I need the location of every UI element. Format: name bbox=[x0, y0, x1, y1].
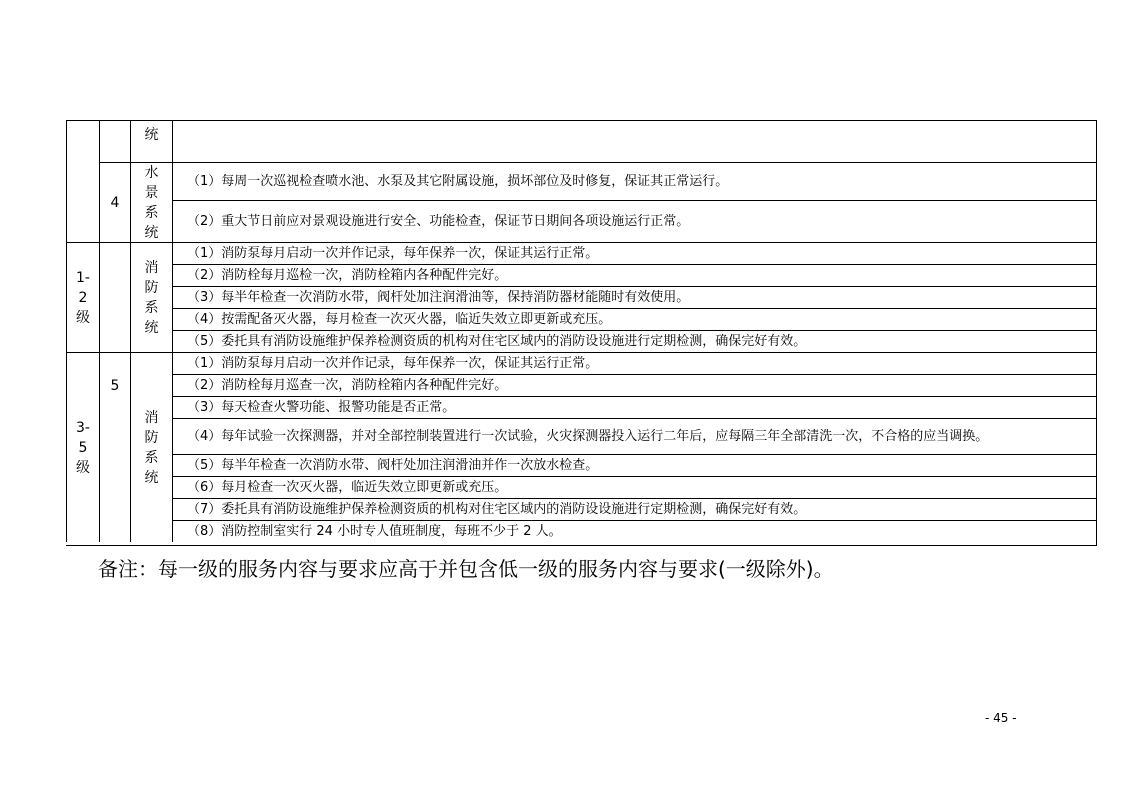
number-cell-4: 4 bbox=[99, 162, 130, 242]
system-cell-fire-a: 消 防 系 统 bbox=[130, 242, 172, 352]
content-cell-continued bbox=[172, 120, 1097, 162]
level-cell-1-2: 1- 2 级 bbox=[66, 242, 99, 352]
list-item: （3）每半年检查一次消防水带，阀杆处加注润滑油等，保持消防器材能随时有效使用。 bbox=[172, 286, 1097, 308]
system-cell-continued: 统 bbox=[130, 120, 172, 162]
list-item: （5）委托具有消防设施维护保养检测资质的机构对住宅区域内的消防设设施进行定期检测，确保完好有效。 bbox=[172, 330, 1097, 352]
list-item: （2）重大节日前应对景观设施进行安全、功能检查，保证节日期间各项设施运行正常。 bbox=[172, 200, 1097, 242]
list-item: （3）每天检查火警功能、报警功能是否正常。 bbox=[172, 396, 1097, 418]
list-item: （4）每年试验一次探测器，并对全部控制装置进行一次试验，火灾探测器投入运行二年后，应每隔三年全部清洗一次，不合格的应当调换。 bbox=[172, 418, 1097, 454]
number-cell-continued bbox=[99, 120, 130, 162]
list-item: （2）消防栓每月巡查一次，消防栓箱内各种配件完好。 bbox=[172, 374, 1097, 396]
list-item: （6）每月检查一次灭火器，临近失效立即更新或充压。 bbox=[172, 476, 1097, 498]
list-item: （7）委托具有消防设施维护保养检测资质的机构对住宅区域内的消防设设施进行定期检测，确保完好有效。 bbox=[172, 498, 1097, 520]
list-item: （2）消防栓每月巡检一次，消防栓箱内各种配件完好。 bbox=[172, 264, 1097, 286]
level-cell-3-5: 3- 5 级 bbox=[66, 352, 99, 542]
list-item: （4）按需配备灭火器，每月检查一次灭火器，临近失效立即更新或充压。 bbox=[172, 308, 1097, 330]
list-item: （1）消防泵每月启动一次并作记录，每年保养一次，保证其运行正常。 bbox=[172, 352, 1097, 374]
page-number: - 45 - bbox=[985, 711, 1017, 725]
service-requirements-table bbox=[66, 120, 1097, 546]
level-cell-continued bbox=[66, 120, 99, 242]
list-item: （5）每半年检查一次消防水带、阀杆处加注润滑油并作一次放水检查。 bbox=[172, 454, 1097, 476]
list-item: （1）消防泵每月启动一次并作记录，每年保养一次，保证其运行正常。 bbox=[172, 242, 1097, 264]
number-cell-empty bbox=[99, 242, 130, 352]
number-cell-5: 5 bbox=[99, 352, 130, 418]
number-cell-5-continued bbox=[99, 418, 130, 542]
system-cell-water-landscape: 水 景 系 统 bbox=[130, 162, 172, 242]
system-cell-fire-b: 消 防 系 统 bbox=[130, 352, 172, 542]
list-item: （1）每周一次巡视检查喷水池、水泵及其它附属设施，损坏部位及时修复，保证其正常运行。 bbox=[172, 162, 1097, 200]
list-item: （8）消防控制室实行 24 小时专人值班制度，每班不少于 2 人。 bbox=[172, 520, 1097, 542]
remark-note: 备注：每一级的服务内容与要求应高于并包含低一级的服务内容与要求(一级除外)。 bbox=[98, 557, 834, 581]
